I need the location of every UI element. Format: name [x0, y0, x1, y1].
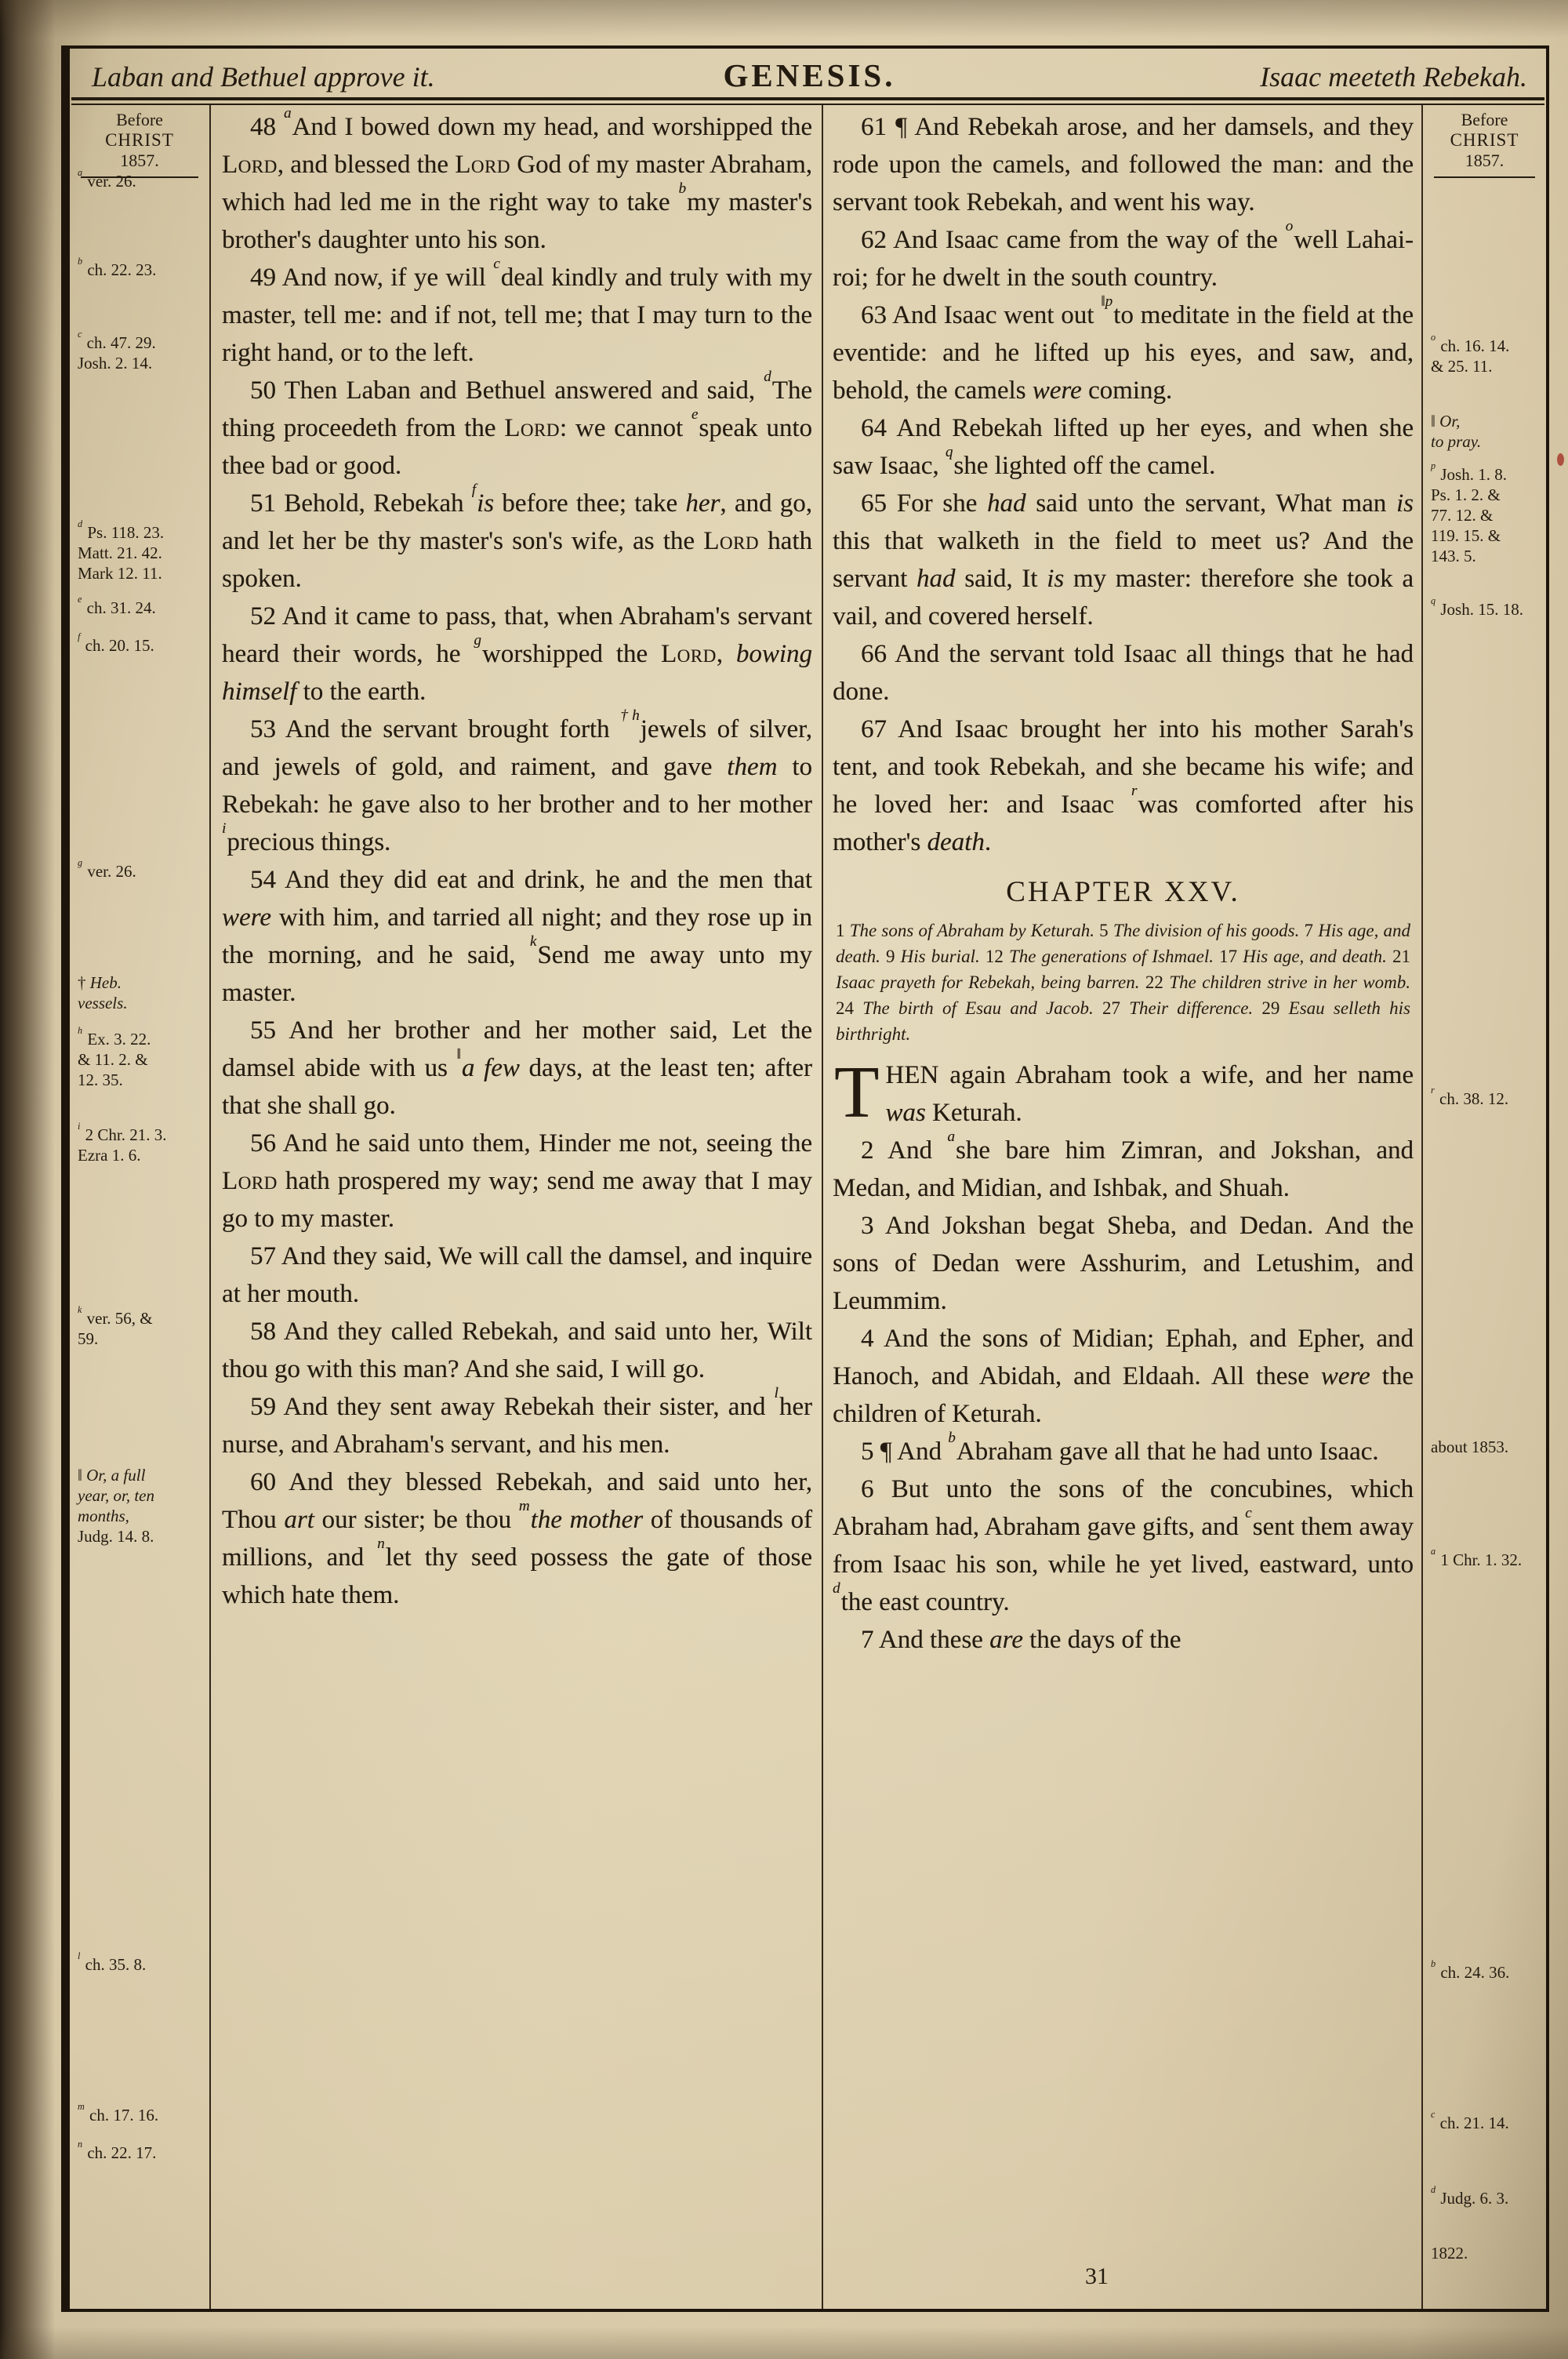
- right-margin-column: [1423, 105, 1546, 2309]
- verse-24-54: 54 And they did eat and drink, he and the men that were with him, and tarried all night; and they rose up in the morning, and he said, $^k$Send me away unto my master.: [222, 866, 813, 1007]
- right-text-column: [823, 105, 1421, 2309]
- margin-note: $^i$ 2 Chr. 21. 3. Ezra 1. 6.: [78, 1120, 167, 1165]
- page-edge-shadow-top: [0, 0, 1568, 42]
- margin-note: $^r$ ch. 38. 12.: [1431, 1084, 1509, 1108]
- book-binding-shadow: [0, 0, 55, 2359]
- before-christ-block-left: [70, 105, 209, 178]
- verse-25-1-text: HEN again Abraham took a wife, and her name was Keturah.: [885, 1061, 1414, 1127]
- bc-rule: [1434, 176, 1535, 178]
- verse-24-48: 48 $^a$And I bowed down my head, and worshipped the Lord, and blessed the Lord God of my master Abraham, which had led me in the right way to take $^b$my master's brother's daughter unto his son.: [222, 105, 812, 254]
- margin-note: $^h$ Ex. 3. 22. & 11. 2. & 12. 35.: [78, 1024, 151, 1089]
- verse-24-56: 56 And he said unto them, Hinder me not, seeing the Lord hath prospered my way; send me away that I may go to my master.: [222, 1129, 812, 1233]
- verse-24-49: 49 And now, if ye will $^c$deal kindly and truly with my master, tell me: and if not, tell me; that I may turn to the right hand, or to the left.: [222, 256, 813, 367]
- bc-line-before: Before: [116, 110, 163, 129]
- margin-note: $^o$ ch. 16. 14. & 25. 11.: [1431, 331, 1510, 376]
- verse-25-4: 4 And the sons of Midian; Ephah, and Epher, and Hanoch, and Abidah, and Eldaah. All these were the children of Keturah.: [833, 1325, 1414, 1428]
- margin-note: $^d$ Ps. 118. 23. Matt. 21. 42. Mark 12. 11.: [78, 518, 165, 583]
- drop-cap: T: [834, 1052, 880, 1133]
- margin-note: $^b$ ch. 22. 23.: [78, 255, 157, 279]
- bc-line-before: Before: [1461, 110, 1508, 129]
- before-christ-block-right: [1423, 105, 1546, 178]
- margin-note: $^b$ ch. 24. 36.: [1431, 1957, 1510, 1982]
- margin-note: $^m$ ch. 17. 16.: [78, 2100, 159, 2125]
- verse-24-65: 65 For she had said unto the servant, What man is this that walketh in the field to meet us? And the servant had said, It is my master: therefore she took a vail, and covered herself.: [833, 489, 1414, 631]
- verse-25-7: 7 And these are the days of the: [861, 1626, 1181, 1654]
- verse-24-57: 57 And they said, We will call the damsel, and inquire at her mouth.: [222, 1242, 812, 1308]
- margin-note: $^c$ ch. 47. 29. Josh. 2. 14.: [78, 328, 156, 373]
- margin-note: 1822.: [1431, 2244, 1468, 2263]
- verse-24-55: 55 And her brother and her mother said, Let the damsel abide with us ‖a few days, at the least ten; after that she shall go.: [222, 1016, 812, 1120]
- book-title: GENESIS.: [723, 57, 896, 93]
- verse-25-5: 5 ¶ And $^b$Abraham gave all that he had unto Isaac.: [861, 1430, 1379, 1466]
- margin-note: $^f$ ch. 20. 15.: [78, 631, 154, 655]
- page-edge-shadow-bottom: [0, 2323, 1568, 2359]
- verse-25-3: 3 And Jokshan begat Sheba, and Dedan. And the sons of Dedan were Asshurim, and Letushim, and Leummim.: [833, 1212, 1414, 1315]
- bc-line-year: 1857.: [1465, 151, 1504, 170]
- verse-24-62: 62 And Isaac came from the way of the $^o$well Lahai-roi; for he dwelt in the south country.: [833, 218, 1414, 292]
- chapter-25-summary: 1 The sons of Abraham by Keturah. 5 The division of his goods. 7 His age, and death. 9 His burial. 12 The generations of Ishmael. 17 His age, and death. 21 Isaac prayeth for Rebekah, being barren. 22 The children strive in her womb. 24 The birth of Esau and Jacob. 27 Their difference. 29 Esau selleth his birthright.: [836, 921, 1411, 1044]
- margin-note: $^l$ ch. 35. 8.: [78, 1950, 147, 1974]
- margin-note: $^n$ ch. 22. 17.: [78, 2138, 157, 2162]
- running-head-right: Isaac meeteth Rebekah.: [1260, 61, 1527, 93]
- verse-24-66: 66 And the servant told Isaac all things that he had done.: [833, 640, 1414, 706]
- verse-24-61: 61 ¶ And Rebekah arose, and her damsels, and they rode upon the camels, and followed the man: and the servant took Rebekah, and went his way.: [833, 113, 1414, 216]
- page-body: [70, 105, 1546, 2309]
- margin-note: $^c$ ch. 21. 14.: [1431, 2108, 1509, 2132]
- verse-24-50: 50 Then Laban and Bethuel answered and said, $^d$The thing proceedeth from the Lord: we cannot $^e$speak unto thee bad or good.: [222, 369, 812, 480]
- verse-25-2: 2 And $^a$she bare him Zimran, and Jokshan, and Medan, and Midian, and Ishbak, and Shuah.: [833, 1129, 1414, 1202]
- bc-line-year: 1857.: [120, 151, 159, 170]
- verse-24-64: 64 And Rebekah lifted up her eyes, and when she saw Isaac, $^q$she lighted off the camel.: [833, 414, 1414, 480]
- header-double-rule: [71, 97, 1544, 105]
- margin-note: $^a$ ver. 26.: [78, 166, 136, 191]
- margin-note: ‖ Or, a full year, or, ten months, Judg. 14. 8.: [78, 1466, 154, 1546]
- left-text-column: [211, 105, 822, 2309]
- margin-note: $^q$ Josh. 15. 18.: [1431, 594, 1523, 619]
- margin-note: $^d$ Judg. 6. 3.: [1431, 2183, 1509, 2208]
- verse-24-60: 60 And they blessed Rebekah, and said unto her, Thou art our sister; be thou $^m$the mother of thousands of millions, and $^n$let thy seed possess the gate of those which hate them.: [222, 1468, 812, 1609]
- left-margin-column: [70, 105, 209, 2309]
- verse-25-1: [833, 1052, 1414, 1133]
- margin-note: $^e$ ch. 31. 24.: [78, 593, 156, 617]
- margin-note: $^a$ 1 Chr. 1. 32.: [1431, 1545, 1523, 1569]
- verse-24-52: 52 And it came to pass, that, when Abraham's servant heard their words, he $^g$worshipped the Lord, bowing himself to the earth.: [222, 602, 813, 706]
- page-number: 31: [1085, 2263, 1109, 2289]
- verse-24-59: 59 And they sent away Rebekah their sister, and $^l$her nurse, and Abraham's servant, and his men.: [222, 1385, 812, 1459]
- page-frame: [61, 45, 1549, 2312]
- verse-24-51: 51 Behold, Rebekah $^f$is before thee; take her, and go, and let her be thy master's son's wife, as the Lord hath spoken.: [222, 482, 812, 593]
- chapter-25-heading: CHAPTER XXV.: [1006, 876, 1240, 908]
- bc-line-christ: CHRIST: [105, 130, 174, 150]
- margin-note: ‖ Or, to pray.: [1431, 412, 1482, 451]
- margin-note: $^p$ Josh. 1. 8. Ps. 1. 2. & 77. 12. & 119. 15. & 143. 5.: [1431, 460, 1507, 565]
- verse-24-53: 53 And the servant brought forth $^{\dagger h}$jewels of silver, and jewels of gold, and raiment, and gave them to Rebekah: he gave also to her brother and to her mother $^i$precious things.: [222, 707, 812, 856]
- running-header: [70, 49, 1546, 96]
- verse-24-58: 58 And they called Rebekah, and said unto her, Wilt thou go with this man? And she said, I will go.: [222, 1318, 812, 1383]
- verse-25-6: 6 But unto the sons of the concubines, which Abraham had, Abraham gave gifts, and $^c$sent them away from Isaac his son, while he yet lived, eastward, unto $^d$the east country.: [833, 1475, 1414, 1616]
- red-ink-fleck: [1557, 453, 1564, 466]
- margin-note: $^k$ ver. 56, & 59.: [78, 1303, 153, 1348]
- running-head-left: Laban and Bethuel approve it.: [92, 61, 435, 93]
- margin-note: † Heb. vessels.: [78, 973, 128, 1012]
- bc-line-christ: CHRIST: [1450, 130, 1519, 150]
- verse-24-67: 67 And Isaac brought her into his mother Sarah's tent, and took Rebekah, and she became his wife; and he loved her: and Isaac $^r$was comforted after his mother's death.: [833, 715, 1414, 856]
- margin-note: about 1853.: [1431, 1438, 1509, 1456]
- verse-24-63: 63 And Isaac went out $^{‖p}$to meditate in the field at the eventide: and he lifted up his eyes, and saw, and, behold, the camels were coming.: [833, 293, 1414, 405]
- margin-note: $^g$ ver. 26.: [78, 856, 136, 881]
